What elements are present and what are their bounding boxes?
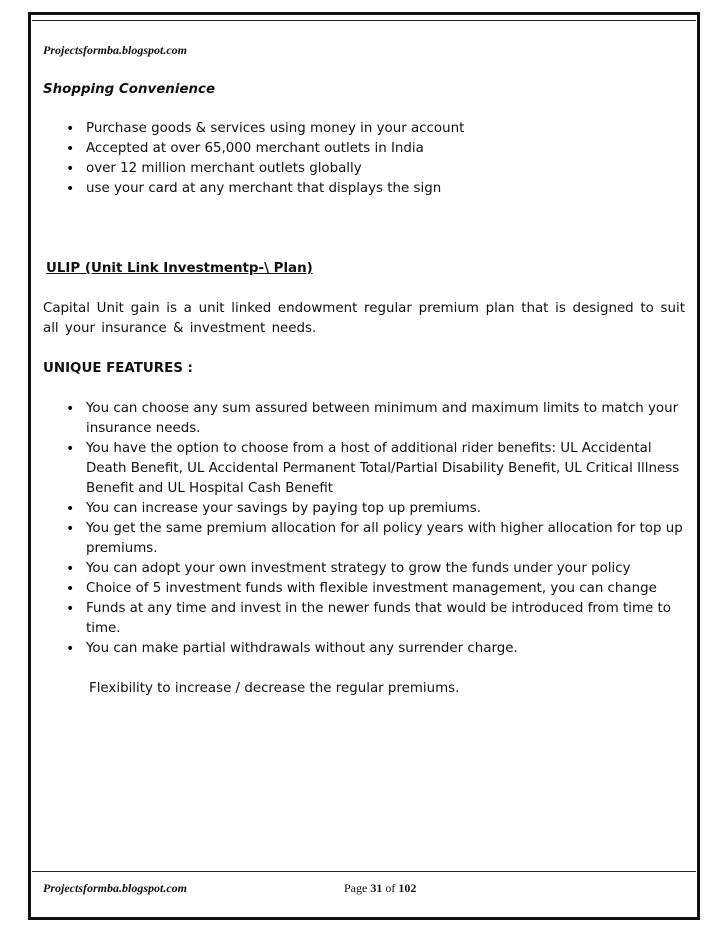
- flexibility-line: Flexibility to increase / decrease the regular premiums.: [89, 681, 460, 696]
- list-item: • You can adopt your own investment strategy to grow the funds under your policy: [66, 559, 688, 579]
- list-item: • You can make partial withdrawals without any surrender charge.: [66, 639, 688, 659]
- page-prefix: Page: [344, 881, 368, 895]
- features-list: [66, 399, 688, 659]
- unique-features-heading: UNIQUE FEATURES :: [43, 361, 193, 376]
- current-page: 31: [370, 881, 383, 895]
- list-item: • use your card at any merchant that displays the sign: [66, 179, 666, 199]
- list-item: • Accepted at over 65,000 merchant outlets in India: [66, 139, 666, 159]
- list-item: • You have the option to choose from a host of additional rider benefits: UL Accidental Death Benefit, UL Accidental Permanent Total/Partial Disability Benefit, UL Critical Illness Benefit and UL Hospital Cash Benefit: [66, 439, 688, 499]
- list-item: • You can increase your savings by paying top up premiums.: [66, 499, 688, 519]
- list-item: • You can choose any sum assured between minimum and maximum limits to match your insurance needs.: [66, 399, 688, 439]
- ulip-heading: ULIP (Unit Link Investmentp-\ Plan): [46, 261, 313, 276]
- list-item: • Choice of 5 investment funds with flexible investment management, you can change: [66, 579, 688, 599]
- footer-rule: [32, 871, 696, 872]
- shopping-list: [66, 119, 666, 199]
- total-pages: 102: [398, 881, 417, 895]
- header-rule: [32, 20, 696, 21]
- list-item: • Purchase goods & services using money in your account: [66, 119, 666, 139]
- page-of: of: [385, 881, 396, 895]
- ulip-paragraph: Capital Unit gain is a unit linked endowment regular premium plan that is designed to suit all your insurance & investment needs.: [43, 301, 685, 336]
- page-number: [344, 881, 416, 896]
- shopping-heading: Shopping Convenience: [43, 82, 216, 97]
- header-site: Projectsformba.blogspot.com: [43, 43, 187, 57]
- footer-site: Projectsformba.blogspot.com: [43, 881, 187, 895]
- list-item: • You get the same premium allocation for all policy years with higher allocation for top up premiums.: [66, 519, 688, 559]
- list-item: • over 12 million merchant outlets globally: [66, 159, 666, 179]
- list-item: • Funds at any time and invest in the newer funds that would be introduced from time to time.: [66, 599, 688, 639]
